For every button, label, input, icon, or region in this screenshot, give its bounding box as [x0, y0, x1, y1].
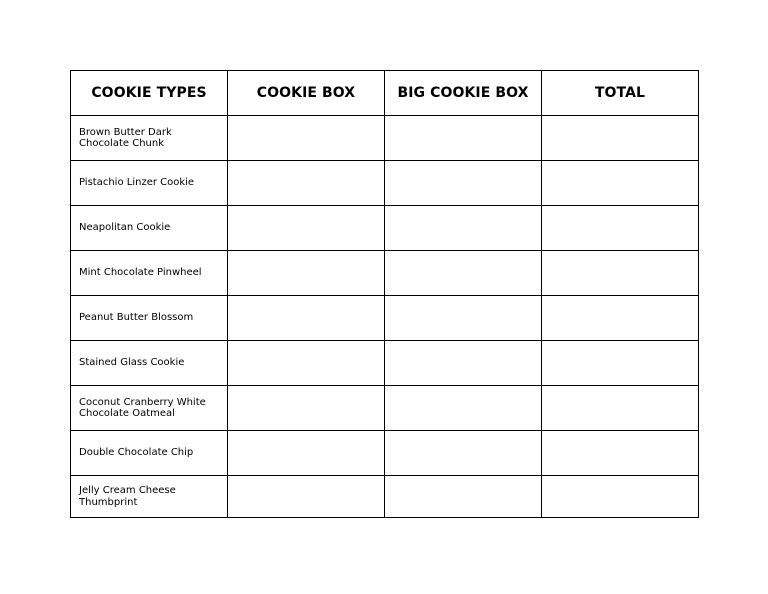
big-cookie-box-cell[interactable] — [385, 431, 542, 476]
cookie-box-cell[interactable] — [228, 206, 385, 251]
header-big-cookie-box: BIG COOKIE BOX — [385, 71, 542, 116]
total-cell[interactable] — [542, 476, 699, 518]
cookie-type-cell: Pistachio Linzer Cookie — [71, 161, 228, 206]
cookie-type-cell: Coconut Cranberry White Chocolate Oatmeal — [71, 386, 228, 431]
table-row — [71, 161, 699, 206]
total-cell[interactable] — [542, 161, 699, 206]
big-cookie-box-cell[interactable] — [385, 206, 542, 251]
big-cookie-box-cell[interactable] — [385, 386, 542, 431]
cookie-type-cell: Brown Butter Dark Chocolate Chunk — [71, 116, 228, 161]
cookie-type-cell: Peanut Butter Blossom — [71, 296, 228, 341]
total-cell[interactable] — [542, 431, 699, 476]
cookie-type-cell: Neapolitan Cookie — [71, 206, 228, 251]
total-cell[interactable] — [542, 341, 699, 386]
table-row — [71, 341, 699, 386]
total-cell[interactable] — [542, 206, 699, 251]
table-header-row — [71, 71, 699, 116]
big-cookie-box-cell[interactable] — [385, 161, 542, 206]
table-row — [71, 386, 699, 431]
header-total: TOTAL — [542, 71, 699, 116]
table-row — [71, 116, 699, 161]
total-cell[interactable] — [542, 251, 699, 296]
cookie-box-cell[interactable] — [228, 386, 385, 431]
big-cookie-box-cell[interactable] — [385, 296, 542, 341]
big-cookie-box-cell[interactable] — [385, 476, 542, 518]
total-cell[interactable] — [542, 116, 699, 161]
cookie-box-cell[interactable] — [228, 161, 385, 206]
total-cell[interactable] — [542, 296, 699, 341]
cookie-type-cell: Stained Glass Cookie — [71, 341, 228, 386]
cookie-order-table — [70, 70, 699, 518]
cookie-type-cell: Jelly Cream Cheese Thumbprint — [71, 476, 228, 518]
cookie-box-cell[interactable] — [228, 296, 385, 341]
header-cookie-box: COOKIE BOX — [228, 71, 385, 116]
table-row — [71, 476, 699, 518]
big-cookie-box-cell[interactable] — [385, 251, 542, 296]
table-row — [71, 431, 699, 476]
big-cookie-box-cell[interactable] — [385, 116, 542, 161]
cookie-box-cell[interactable] — [228, 251, 385, 296]
total-cell[interactable] — [542, 386, 699, 431]
cookie-box-cell[interactable] — [228, 116, 385, 161]
big-cookie-box-cell[interactable] — [385, 341, 542, 386]
header-cookie-types: COOKIE TYPES — [71, 71, 228, 116]
cookie-box-cell[interactable] — [228, 341, 385, 386]
cookie-type-cell: Double Chocolate Chip — [71, 431, 228, 476]
table-row — [71, 206, 699, 251]
table-row — [71, 296, 699, 341]
cookie-box-cell[interactable] — [228, 476, 385, 518]
cookie-type-cell: Mint Chocolate Pinwheel — [71, 251, 228, 296]
cookie-box-cell[interactable] — [228, 431, 385, 476]
table-row — [71, 251, 699, 296]
